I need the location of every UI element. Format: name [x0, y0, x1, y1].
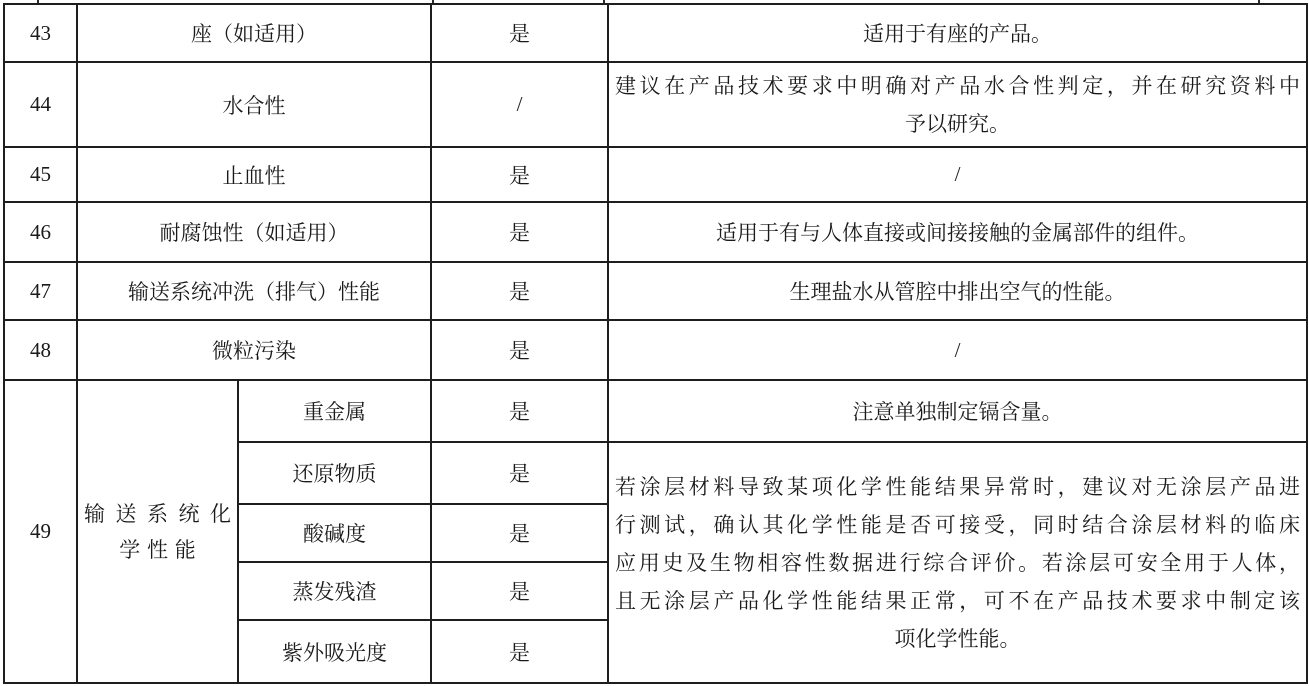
- row-49-heavy-metals-description: 注意单独制定镉含量。: [608, 380, 1307, 442]
- row-46-applicable: 是: [431, 202, 608, 262]
- row-48-description: /: [608, 320, 1307, 380]
- row-44-description-line-1: 建议在产品技术要求中明确对产品水合性判定，并在研究资料中: [615, 73, 1300, 98]
- row-47-item: 输送系统冲洗（排气）性能: [77, 262, 431, 320]
- row-44-number: 44: [4, 62, 77, 147]
- row-43-applicable: 是: [431, 4, 608, 62]
- row-44-applicable: /: [431, 62, 608, 147]
- table-row-48: [4, 320, 1307, 380]
- row-44-item: 水合性: [77, 62, 431, 147]
- row-49-merged-description-line-1: 若涂层材料导致某项化学性能结果异常时，建议对无涂层产品进: [615, 474, 1300, 499]
- row-44-description-line-2: 予以研究。: [905, 111, 1010, 136]
- table-row-47: [4, 262, 1307, 320]
- row-49-sub-item-ph: 酸碱度: [238, 504, 431, 562]
- row-49-merged-description-line-3: 应用史及生物相容性数据进行综合评价。若涂层可安全用于人体，: [615, 550, 1300, 575]
- row-43-item: 座（如适用）: [77, 4, 431, 62]
- table-row-49-heavy-metals: [4, 380, 1307, 442]
- row-49-sub-item-reducing-substances: 还原物质: [238, 442, 431, 504]
- row-43-number: 43: [4, 4, 77, 62]
- table-row-44: [4, 62, 1307, 147]
- row-49-evaporation-residue-applicable: 是: [431, 562, 608, 620]
- row-45-item: 止血性: [77, 147, 431, 202]
- row-46-item: 耐腐蚀性（如适用）: [77, 202, 431, 262]
- row-49-sub-item-heavy-metals: 重金属: [238, 380, 431, 442]
- row-46-number: 46: [4, 202, 77, 262]
- row-43-description: 适用于有座的产品。: [608, 4, 1307, 62]
- row-49-sub-item-evaporation-residue: 蒸发残渣: [238, 562, 431, 620]
- row-49-number: 49: [4, 380, 77, 683]
- row-49-merged-description-line-5: 项化学性能。: [894, 626, 1021, 651]
- row-49-reducing-substances-applicable: 是: [431, 442, 608, 504]
- row-49-item-line-1: 输送系统化: [84, 501, 231, 526]
- row-45-applicable: 是: [431, 147, 608, 202]
- row-44-description: [608, 62, 1307, 147]
- row-49-merged-description-line-2: 行测试，确认其化学性能是否可接受，同时结合涂层材料的临床: [615, 512, 1300, 537]
- row-48-applicable: 是: [431, 320, 608, 380]
- row-47-applicable: 是: [431, 262, 608, 320]
- row-49-merged-description: [608, 442, 1307, 683]
- row-45-description: /: [608, 147, 1307, 202]
- performance-requirements-table: [3, 3, 1308, 684]
- row-49-heavy-metals-applicable: 是: [431, 380, 608, 442]
- table-row-46: [4, 202, 1307, 262]
- row-46-description: 适用于有与人体直接或间接接触的金属部件的组件。: [608, 202, 1307, 262]
- row-49-item: [77, 380, 238, 683]
- row-45-number: 45: [4, 147, 77, 202]
- row-49-uv-absorbance-applicable: 是: [431, 620, 608, 683]
- row-49-ph-applicable: 是: [431, 504, 608, 562]
- row-47-description: 生理盐水从管腔中排出空气的性能。: [608, 262, 1307, 320]
- table-row-45: [4, 147, 1307, 202]
- row-49-item-line-2: 学性能: [119, 537, 203, 562]
- table-row-43: [4, 4, 1307, 62]
- row-48-number: 48: [4, 320, 77, 380]
- row-47-number: 47: [4, 262, 77, 320]
- row-49-merged-description-line-4: 且无涂层产品化学性能结果正常，可不在产品技术要求中制定该: [615, 588, 1300, 613]
- row-48-item: 微粒污染: [77, 320, 431, 380]
- row-49-sub-item-uv-absorbance: 紫外吸光度: [238, 620, 431, 683]
